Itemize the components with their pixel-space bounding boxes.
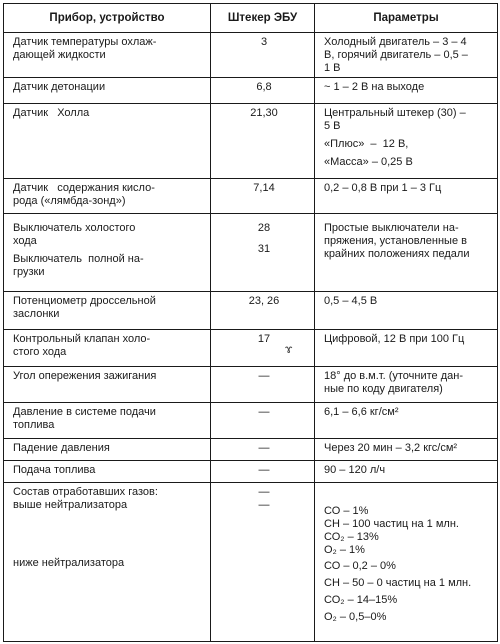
plug-cell: — (211, 403, 315, 439)
plug-cell: — (211, 367, 315, 403)
plug-cell: 6,8 (211, 78, 315, 104)
device-cell: Угол опережения зажигания (4, 367, 211, 403)
params-cell: 18° до в.м.т. (уточните дан- ные по коду двигателя) (315, 367, 498, 403)
params-cell: ~ 1 – 2 В на выходе (315, 78, 498, 104)
plug-cell: 28 31 (211, 214, 315, 292)
table-row (4, 439, 498, 461)
table-row (4, 78, 498, 104)
device-cell: Падение давления (4, 439, 211, 461)
table-row (4, 483, 498, 642)
header-parameters: Параметры (315, 4, 498, 33)
plug-cell: 17 (211, 330, 315, 367)
device-cell: Подача топлива (4, 461, 211, 483)
table-row (4, 367, 498, 403)
params-cell: 90 – 120 л/ч (315, 461, 498, 483)
device-cell: Состав отработавших газов: выше нейтрализатора ниже нейтрализатора (4, 483, 211, 642)
plug-cell: 21,30 (211, 104, 315, 179)
device-cell: Контрольный клапан холо- стого хода (4, 330, 211, 367)
pen-scribble-mark: ɤ (285, 342, 293, 356)
table-row (4, 214, 498, 292)
params-cell: Холодный двигатель – 3 – 4 В, горячий двигатель – 0,5 – 1 В (315, 33, 498, 78)
table-header-row (4, 4, 498, 33)
plug-cell: — (211, 439, 315, 461)
plug-cell: — — (211, 483, 315, 642)
device-cell: Потенциометр дроссельной заслонки (4, 292, 211, 330)
params-cell: Центральный штекер (30) – 5 В «Плюс» – 12 В, «Масса» – 0,25 В (315, 104, 498, 179)
params-cell: Простые выключатели на- пряжения, установленные в крайних положениях педали (315, 214, 498, 292)
device-cell: Давление в системе подачи топлива (4, 403, 211, 439)
params-cell: 0,5 – 4,5 В (315, 292, 498, 330)
ecu-parameters-table (3, 3, 498, 642)
table-row (4, 330, 498, 367)
table-row (4, 104, 498, 179)
table-row (4, 403, 498, 439)
plug-cell: 7,14 (211, 179, 315, 214)
table-row (4, 292, 498, 330)
header-device: Прибор, устройство (4, 4, 211, 33)
params-cell: 0,2 – 0,8 В при 1 – 3 Гц (315, 179, 498, 214)
table-row (4, 179, 498, 214)
table-row (4, 33, 498, 78)
device-cell: Выключатель холостого хода Выключатель полной на- грузки (4, 214, 211, 292)
plug-cell: — (211, 461, 315, 483)
device-cell: Датчик Холла (4, 104, 211, 179)
device-cell: Датчик содержания кисло- рода («лямбда-зонд») (4, 179, 211, 214)
plug-cell: 23, 26 (211, 292, 315, 330)
device-cell: Датчик детонации (4, 78, 211, 104)
params-cell: Цифровой, 12 В при 100 Гц (315, 330, 498, 367)
table-row (4, 461, 498, 483)
params-cell: СО – 1% СН – 100 частиц на 1 млн. СО₂ – 13% О₂ – 1% СО – 0,2 – 0% СН – 50 – 0 частиц на 1 млн. СО₂ – 14–15% О₂ – 0,5–0% (315, 483, 498, 642)
device-cell: Датчик температуры охлаж- дающей жидкости (4, 33, 211, 78)
params-cell: 6,1 – 6,6 кг/см² (315, 403, 498, 439)
plug-cell: 3 (211, 33, 315, 78)
header-ecu-plug: Штекер ЭБУ (211, 4, 315, 33)
params-cell: Через 20 мин – 3,2 кгс/см² (315, 439, 498, 461)
